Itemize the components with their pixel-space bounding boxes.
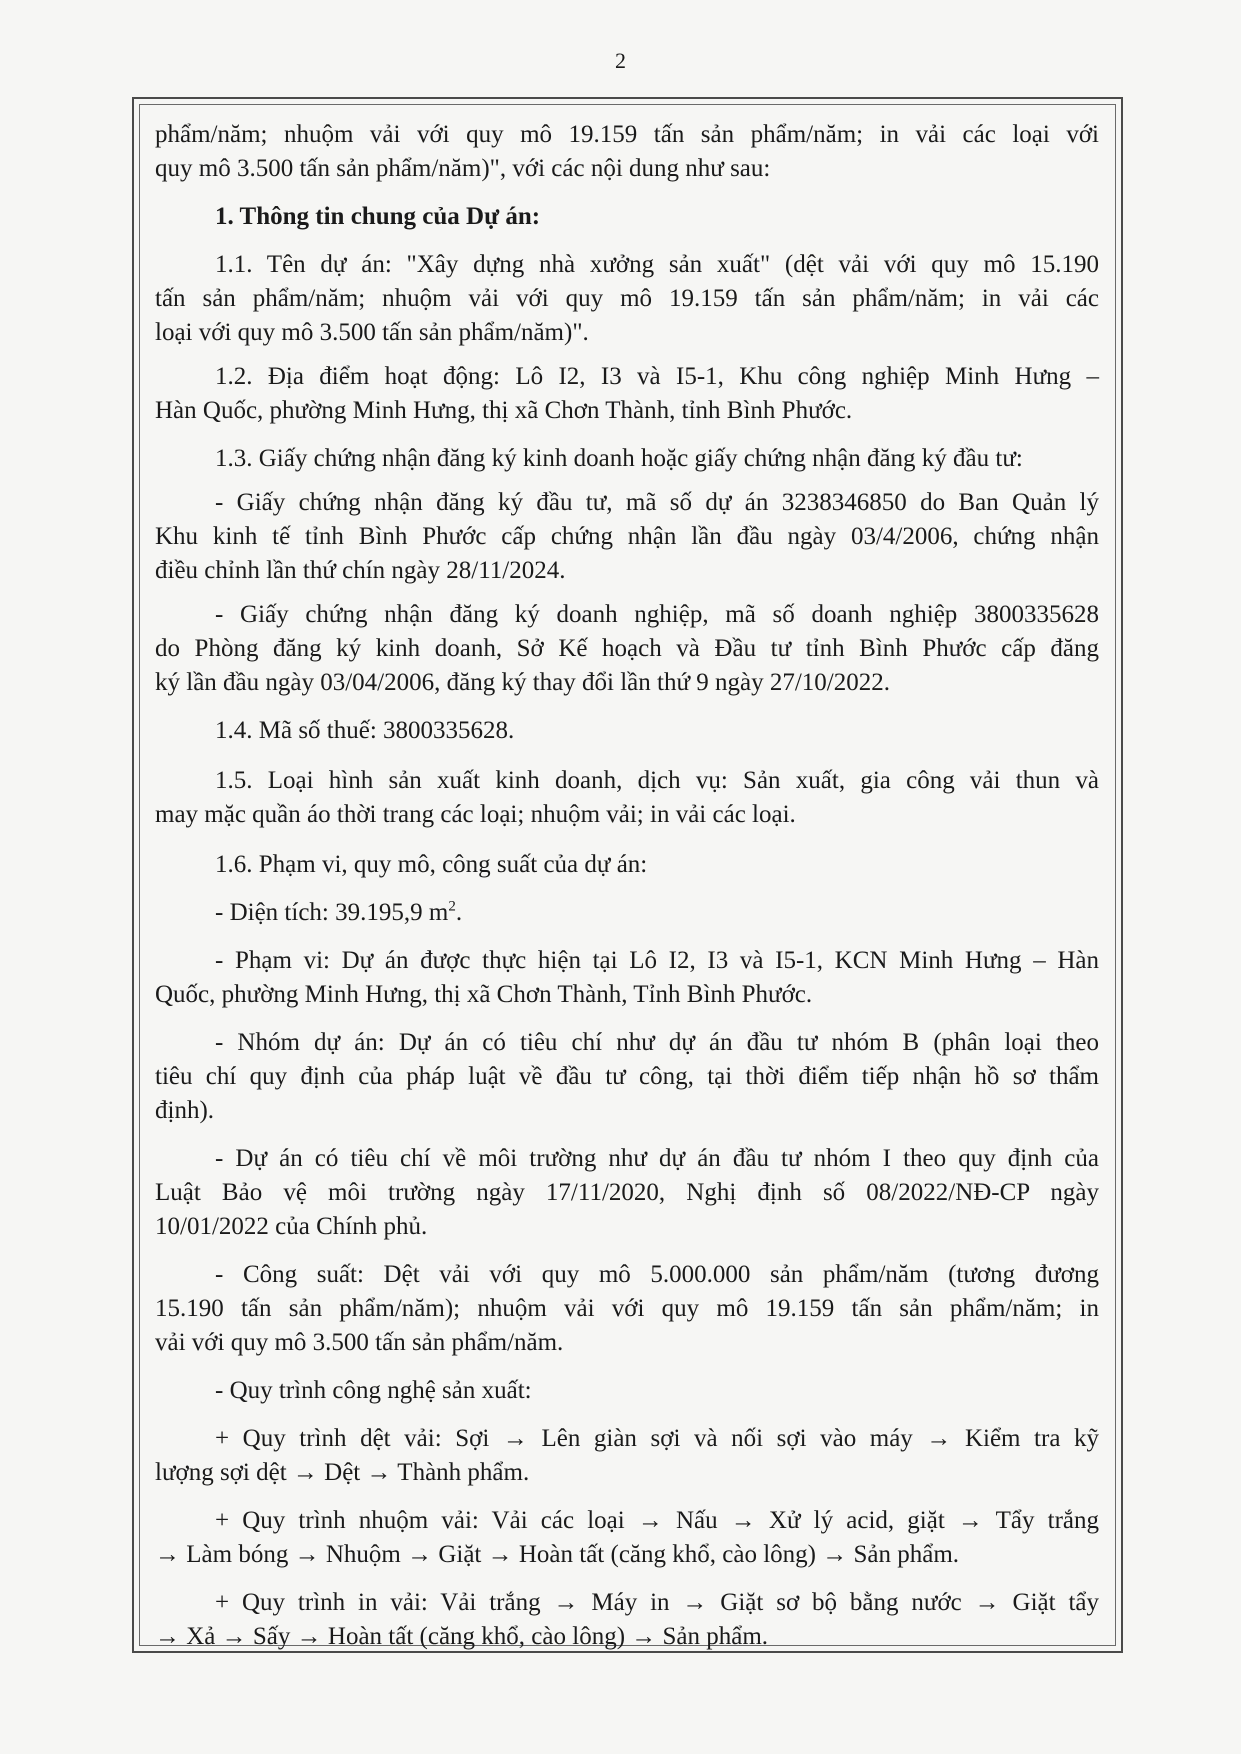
text-line: - Phạm vi: Dự án được thực hiện tại Lô I2, I3 và I5-1, KCN Minh Hưng – Hàn (215, 947, 1099, 974)
text-line: vải với quy mô 3.500 tấn sản phẩm/năm. (155, 1329, 564, 1356)
page-number: 2 (615, 48, 626, 73)
text-line: tấn sản phẩm/năm; nhuộm vải với quy mô 19.159 tấn sản phẩm/năm; in vải các (155, 285, 1099, 312)
section-heading (155, 200, 1099, 234)
text-line: ký lần đầu ngày 03/04/2006, đăng ký thay đổi lần thứ 9 ngày 27/10/2022. (155, 669, 890, 696)
text-line: Khu kinh tế tỉnh Bình Phước cấp chứng nhận lần đầu ngày 03/4/2006, chứng nhận (155, 523, 1099, 550)
text-line: - Công suất: Dệt vải với quy mô 5.000.000 sản phẩm/năm (tương đương (215, 1261, 1099, 1288)
text-line: may mặc quần áo thời trang các loại; nhuộm vải; in vải các loại. (155, 801, 796, 828)
text-line: + Quy trình in vải: Vải trắng → Máy in → Giặt sơ bộ bằng nước → Giặt tẩy (215, 1589, 1099, 1616)
paragraph (155, 248, 1099, 350)
text-line: Luật Bảo vệ môi trường ngày 17/11/2020, Nghị định số 08/2022/NĐ-CP ngày (155, 1179, 1099, 1206)
text-line: định). (155, 1097, 215, 1124)
paragraph (155, 944, 1099, 1012)
text-line: 1.5. Loại hình sản xuất kinh doanh, dịch vụ: Sản xuất, gia công vải thun và (215, 767, 1099, 794)
paragraph (155, 442, 1099, 476)
text-line: phẩm/năm; nhuộm vải với quy mô 19.159 tấn sản phẩm/năm; in vải các loại với (155, 121, 1099, 148)
paragraph (155, 896, 1099, 930)
paragraph (155, 118, 1099, 186)
text-line: - Giấy chứng nhận đăng ký đầu tư, mã số dự án 3238346850 do Ban Quản lý (215, 489, 1099, 516)
superscript: 2 (448, 898, 456, 915)
text-line: Quốc, phường Minh Hưng, thị xã Chơn Thành, Tỉnh Bình Phước. (155, 981, 813, 1008)
text-line: 1.6. Phạm vi, quy mô, công suất của dự án: (215, 851, 648, 878)
paragraph (155, 848, 1099, 882)
text-line: do Phòng đăng ký kinh doanh, Sở Kế hoạch và Đầu tư tỉnh Bình Phước cấp đăng (155, 635, 1099, 662)
text-line: 1.4. Mã số thuế: 3800335628. (215, 717, 515, 744)
text-line: - Diện tích: 39.195,9 $m^2$. (215, 898, 463, 926)
text-line: tiêu chí quy định của pháp luật về đầu tư công, tại thời điểm tiếp nhận hồ sơ thẩm (155, 1063, 1099, 1090)
paragraph (155, 714, 1099, 748)
text-line: 1.2. Địa điểm hoạt động: Lô I2, I3 và I5-1, Khu công nghiệp Minh Hưng – (215, 363, 1099, 390)
text-line: loại với quy mô 3.500 tấn sản phẩm/năm)". (155, 319, 589, 346)
text-line: - Quy trình công nghệ sản xuất: (215, 1377, 532, 1404)
text-line: điều chỉnh lần thứ chín ngày 28/11/2024. (155, 557, 566, 584)
paragraph (155, 1422, 1099, 1490)
text-line: Hàn Quốc, phường Minh Hưng, thị xã Chơn Thành, tỉnh Bình Phước. (155, 397, 853, 424)
text-line: + Quy trình nhuộm vải: Vải các loại → Nấu → Xử lý acid, giặt → Tẩy trắng (215, 1507, 1099, 1534)
text-line: 1.3. Giấy chứng nhận đăng ký kinh doanh hoặc giấy chứng nhận đăng ký đầu tư: (215, 445, 1023, 472)
paragraph (155, 1504, 1099, 1572)
document-body (155, 118, 1099, 1668)
text-line: + Quy trình dệt vải: Sợi → Lên giàn sợi và nối sợi vào máy → Kiểm tra kỹ (215, 1425, 1099, 1452)
text-line: 1.1. Tên dự án: "Xây dựng nhà xưởng sản xuất" (dệt vải với quy mô 15.190 (215, 251, 1099, 278)
paragraph (155, 360, 1099, 428)
text-line: quy mô 3.500 tấn sản phẩm/năm)", với các nội dung như sau: (155, 155, 771, 182)
punctuation: . (455, 899, 463, 926)
paragraph (155, 1258, 1099, 1360)
text-line: - Giấy chứng nhận đăng ký doanh nghiệp, mã số doanh nghiệp 3800335628 (215, 601, 1099, 628)
paragraph (155, 1026, 1099, 1128)
paragraph (155, 1586, 1099, 1654)
paragraph (155, 764, 1099, 832)
paragraph (155, 486, 1099, 588)
text-line: 15.190 tấn sản phẩm/năm); nhuộm vải với quy mô 19.159 tấn sản phẩm/năm; in (155, 1295, 1099, 1322)
paragraph (155, 1374, 1099, 1408)
text-line: - Nhóm dự án: Dự án có tiêu chí như dự án đầu tư nhóm B (phân loại theo (215, 1029, 1099, 1056)
text-line: - Dự án có tiêu chí về môi trường như dự án đầu tư nhóm I theo quy định của (215, 1145, 1099, 1172)
text-line: → Làm bóng → Nhuộm → Giặt → Hoàn tất (căng khổ, cào lông) → Sản phẩm. (155, 1541, 960, 1568)
text-line: 10/01/2022 của Chính phủ. (155, 1213, 428, 1240)
paragraph (155, 598, 1099, 700)
text-line: 1. Thông tin chung của Dự án: (215, 203, 541, 230)
text-line: → Xả → Sấy → Hoàn tất (căng khổ, cào lông) → Sản phẩm. (155, 1623, 769, 1650)
paragraph (155, 1142, 1099, 1244)
text-line: lượng sợi dệt → Dệt → Thành phẩm. (155, 1459, 530, 1486)
